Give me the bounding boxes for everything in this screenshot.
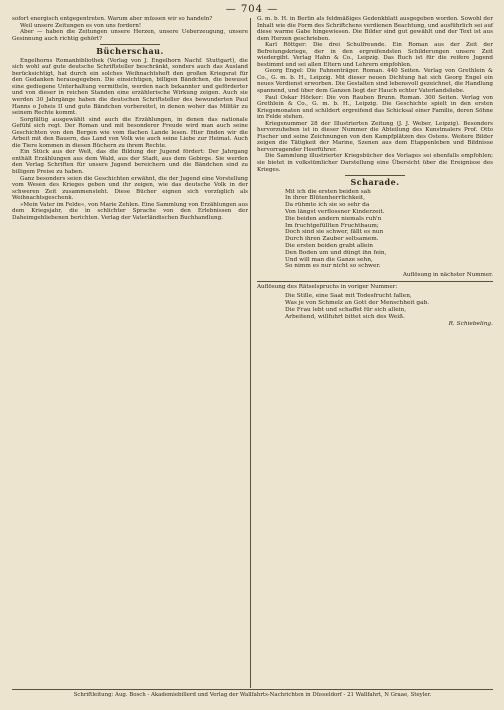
- publisher-footer: Schriftleitung: Aug. Bosch - Akademiebillerd und Verlag der Wallfahrts-Nachrichten in Düsseldorf - 21 Wallfahrt, N Graae, Steyler.: [73, 692, 432, 698]
- charade-poem: [257, 189, 493, 271]
- poem-line: Im fruchtgefüllten Fruchtbaum;: [285, 222, 379, 229]
- review-paragraph: Ganz besonders seien die Geschichten erwähnt, die der Jugend eine Vorstellung vom Wesen des Krieges geben und ihr zeigen, wie das deutsche Volk in der schweren Zeit zusammensteht. Diese Bücher eignen sich vorzüglich als Weihnachtsgeschenk.: [12, 175, 248, 202]
- review-paragraph: Die Sammlung illustrierter Kriegsbücher des Verlages sei ebenfalls empfohlen; sie bietet in volkstümlicher Darstellung eine Übersicht über die Ereignisse des Krieges.: [257, 153, 493, 173]
- intro-line-3: Aber — haben die Zeitungen unsere Herzen, unsere Ueberzeugung, unsere Gesinnung auch richtig gehört?: [12, 29, 248, 42]
- poem-line: Die beiden andern niemals ruh'n: [285, 215, 382, 222]
- riddle-solution: [257, 293, 493, 320]
- review-paragraph: Karl Röttger: Die drei Schulfreunde. Ein Roman aus der Zeit der Befreiungskriege, der in den ergreifendsten Schilderungen unsere Zeit wiedergibt. Verlag Hahn & Co., Leipzig. Das Buch ist für die reifere Jugend bestimmt und sei allen Eltern und Lehrern empfohlen.: [257, 42, 493, 68]
- right-column: [257, 16, 493, 327]
- riddle-line: Die Frau lebt und schaffet für sich allein,: [285, 306, 407, 313]
- intro-line-2: Weil unsere Zeitungen es von uns fordern!: [20, 22, 142, 29]
- column-divider: [250, 18, 251, 688]
- poem-line: So nimm es nur nicht so schwer.: [285, 263, 381, 270]
- review-paragraph: Georg Engel: Die Fahnenträger. Roman. 440 Seiten. Verlag von Grethlein & Co., G. m. b. H., Leipzig. Mit dieser neuen Dichtung hat sich Georg Engel ein neues Verdienst erworben. Die Gestalten sind lebensvoll gezeichnet, die Handlung spannend, und über dem Ganzen liegt der Hauch echter Vaterlandsliebe.: [257, 68, 493, 95]
- section-divider: [345, 175, 405, 176]
- review-paragraph: G. m. b. H. in Berlin als feldmäßiges Gedenkblatt ausgegeben worden. Sowohl der Inhalt wie die Form des Schriftchens verdienen Beachtung, und ausführlich sei auf diese warme Gabe hingewiesen. Die Bilder sind gut gewählt und der Text ist aus dem Herzen geschrieben.: [257, 16, 493, 42]
- poem-line: Und will man die Ganze sehn,: [285, 256, 373, 263]
- poem-line: Durch ihren Zauber seltsamem.: [285, 236, 379, 243]
- section-heading-scharade: Scharade.: [350, 177, 400, 188]
- section-divider: [100, 44, 160, 45]
- page-number: — 704 —: [225, 4, 279, 15]
- review-paragraph: Sorgfältig ausgewählt sind auch die Erzählungen, in denen das nationale Gefühl sich regt. Der Roman und mit besonderer Freude wird man auch seine Geschichten von den Bergen wie vom flachen Lande lesen. Hier finden wir die Arbeit mit den Bauern, das Land von Volk wie auch seine Liebe zur Heimat. Auch die Tiere kommen in diesen Büchern zu ihrem Rechte.: [12, 116, 248, 149]
- riddle-line: Die Stille, eine Saat mit Todesfrucht fallen,: [285, 293, 412, 300]
- riddle-line: Arbeitend, willfuhrt bittet sich des Weiß.: [285, 313, 405, 320]
- poem-line: Mit ich die ersten beiden sah: [285, 188, 371, 195]
- review-paragraph: »Mein Vater im Felde«, von Marie Zehlen. Eine Sammlung von Erzählungen aus dem Kriegsjahr, die in schlichter Sprache von den Erlebnissen der Daheimgebliebenen berichten. Verlag der Vaterländischen Buchhandlung.: [12, 201, 248, 221]
- poem-line: In ihrer Blütenherrlichkeit,: [285, 195, 365, 202]
- poem-line: Da rühmte ich sie so sehr da: [285, 202, 370, 209]
- review-paragraph: Kriegsnummer 28 der Illustrierten Zeitung (J. J. Weber, Leipzig). Besonders hervorzuheben ist in dieser Nummer die Abteilung des Kunstmalers Prof. Otto Fischer und seine Zeichnungen von den Kampfplätzen des Ostens. Weitere Bilder zeigen die Tätigkeit der Marine, Szenen aus dem Etappenleben und Bildnisse hervorragender Heerführer.: [257, 120, 493, 153]
- poem-line: Den Boden um und düngt ihn fein,: [285, 249, 387, 256]
- solution-note: Auflösung in nächster Nummer.: [402, 272, 493, 279]
- intro-line-1: sofort energisch entgegentreten. Warum aber müssen wir so handeln?: [12, 16, 213, 22]
- poem-line: Die ersten beiden grabt allein: [285, 243, 374, 250]
- signature: R. Schiebeling.: [448, 320, 493, 327]
- section-heading-buecherschau: Bücherschau.: [96, 46, 164, 57]
- riddle-line: Was je von Schmelz an Gott der Menschheit gab.: [285, 300, 430, 307]
- poem-line: Von längst verflossner Kinderzeit.: [285, 209, 385, 216]
- left-column: [12, 16, 248, 221]
- poem-line: Doch sind sie schwer, fällt es nun: [285, 229, 384, 236]
- review-paragraph: Ein Stück aus der Welt, das die Bildung der Jugend fördert: Der Jahrgang enthält Erzählungen aus dem Wald, aus der Stadt, aus dem Gebirge. Sie werden den Verlag Schriften für unsere Jugend bereichern und die Bändchen sind zu billigem Preise zu haben.: [12, 149, 248, 176]
- riddle-solution-heading: Auflösung des Rätselspruchs in voriger Nummer:: [257, 283, 398, 290]
- review-paragraph: Paul Oskar Höcker: Die von Rauhen Brunn. Roman. 300 Seiten. Verlag von Grethlein & Co., G. m. b. H., Leipzig. Die Geschichte spielt in den ersten Kriegsmonaten und schildert ergreifend das Schicksal einer Familie, deren Söhne im Felde stehen.: [257, 94, 493, 121]
- footer-divider: [12, 689, 493, 690]
- section-divider: [257, 281, 493, 282]
- review-paragraph: Engelhorns Romanbibliothek (Verlag von J. Engelhorn Nachf. Stuttgart), die sich wohl auf gute deutsche Schriftsteller beschränkt, sonders auch das Ausland berücksichtigt, hat durch ein solches Weihnachtsheft den großen Kriegsrat für den Gedanken herausgegeben. Die einsichtigen, billigen Bändchen, die bewusst eine gediegene Unterhaltung vermitteln, werden nach bekannter und geförderter und von dieser in reichen Standen eine erzählerische Wirkung zeigen. Auch sie werden 30 Jahrgänge haben die deutschen Schriftsteller des bewunderten Paul Hanns o Joheis II und gute Bändchen vorbereitet, in denen woher das Militär zu seinem Rechte kommt.: [12, 57, 248, 117]
